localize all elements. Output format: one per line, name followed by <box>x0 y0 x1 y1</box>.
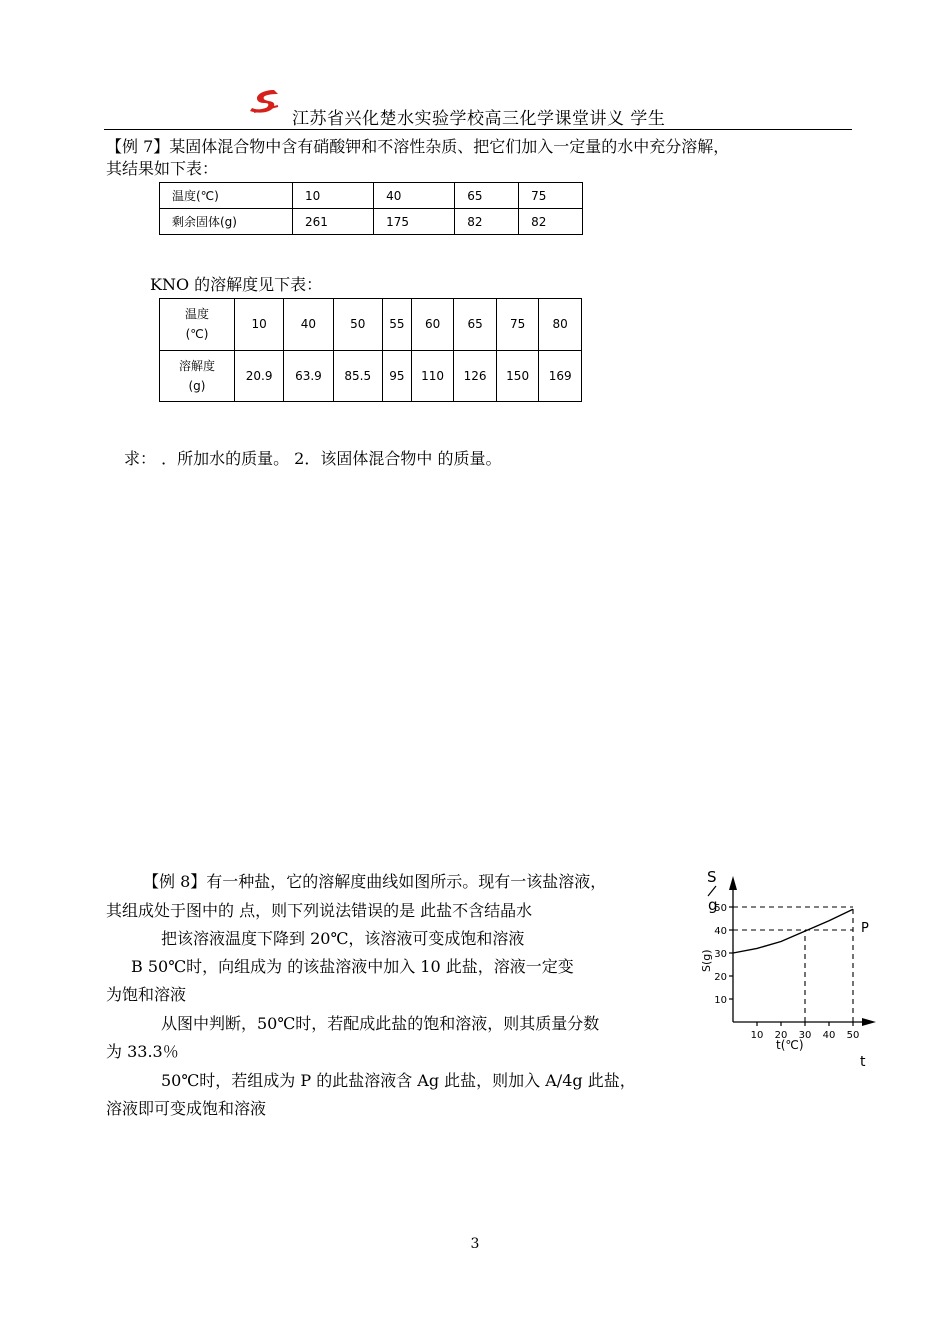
example8-line2: 其组成处于图中的 点，则下列说法错误的是 此盐不含结晶水 <box>106 901 533 920</box>
table-header-cell: 65 <box>455 183 519 209</box>
table-cell: 110 <box>411 350 454 402</box>
y-axis-label-g: g <box>708 896 718 914</box>
point-p-label: P <box>861 921 869 936</box>
table-cell: 175 <box>374 209 455 235</box>
table-header-cell: 60 <box>411 299 454 351</box>
y-tick-label: 20 <box>714 972 727 983</box>
solubility-table <box>159 298 582 402</box>
example7-line2: 其结果如下表： <box>106 159 219 178</box>
table-cell: 85.5 <box>333 350 382 402</box>
kno-caption: KNO 的溶解度见下表： <box>150 275 323 294</box>
x-tick-label: 20 <box>774 1030 788 1041</box>
table-cell: 20.9 <box>235 350 284 402</box>
table-cell: 82 <box>455 209 519 235</box>
solubility-curve <box>733 909 853 953</box>
solubility-label: 溶解度 <box>178 358 215 373</box>
table-header-cell <box>160 299 235 351</box>
solubility-unit: (g) <box>188 378 206 393</box>
table-cell: 126 <box>454 350 497 402</box>
example8-line8: 50℃时，若组成为 P 的此盐溶液含 Ag 此盐，则加入 A/4g 此盐， <box>161 1071 636 1090</box>
example7-line1: 【例 7】某固体混合物中含有硝酸钾和不溶性杂质、把它们加入一定量的水中充分溶解， <box>106 137 730 156</box>
y-axis-side-label: S(g) <box>700 949 713 972</box>
example8-line5: 为饱和溶液 <box>106 985 187 1004</box>
table-cell: 150 <box>496 350 539 402</box>
table-cell: 63.9 <box>284 350 333 402</box>
temp-unit: (℃) <box>185 327 209 342</box>
x-axis-arrow <box>862 1018 876 1026</box>
header-divider <box>104 129 852 130</box>
temp-label: 温度 <box>184 307 209 322</box>
table-header-cell: 80 <box>539 299 582 351</box>
y-tick-label: 40 <box>714 926 727 937</box>
x-tick-label: 10 <box>750 1030 764 1041</box>
table-cell: 剩余固体(g) <box>160 209 293 235</box>
example8-line6: 从图中判断，50℃时，若配成此盐的饱和溶液，则其质量分数 <box>161 1014 600 1033</box>
table-cell <box>160 350 235 402</box>
example8-line7: 为 33.3％ <box>106 1042 179 1061</box>
table-header-cell: 75 <box>519 183 583 209</box>
x-axis-label: t(℃) <box>776 1038 804 1052</box>
x-tick-label: 50 <box>846 1030 860 1041</box>
y-tick-label: 30 <box>714 949 727 960</box>
table-header-cell: 65 <box>454 299 497 351</box>
y-axis-label-slash <box>708 886 716 896</box>
table-header-cell: 75 <box>496 299 539 351</box>
x-axis-far-label: t <box>860 1054 866 1070</box>
x-tick-label: 30 <box>798 1030 812 1041</box>
y-axis-label-s: S <box>707 868 717 886</box>
y-axis-arrow <box>729 876 737 890</box>
table-header-cell: 40 <box>374 183 455 209</box>
table-header-cell: 40 <box>284 299 333 351</box>
residue-table <box>159 182 583 235</box>
solubility-chart <box>690 862 890 1074</box>
table-header-cell: 55 <box>382 299 411 351</box>
example8-line4: B 50℃时，向组成为 的该盐溶液中加入 10 此盐，溶液一定变 <box>131 957 574 976</box>
x-tick-label: 40 <box>822 1030 836 1041</box>
example7-question: 求： ．所加水的质量。 2．该固体混合物中 的质量。 <box>124 449 502 468</box>
table-cell: 261 <box>293 209 374 235</box>
table-header-cell: 50 <box>333 299 382 351</box>
example8-line3: 把该溶液温度下降到 20℃，该溶液可变成饱和溶液 <box>161 929 525 948</box>
header-title: 江苏省兴化楚水实验学校高三化学课堂讲义 学生 <box>292 109 666 129</box>
y-tick-label: 10 <box>714 995 727 1006</box>
table-cell: 82 <box>519 209 583 235</box>
table-header-cell: 10 <box>235 299 284 351</box>
table-cell: 95 <box>382 350 411 402</box>
table-header-cell: 温度(℃) <box>160 183 293 209</box>
example8-line9: 溶液即可变成饱和溶液 <box>106 1099 267 1118</box>
table-header-cell: 10 <box>293 183 374 209</box>
table-cell: 169 <box>539 350 582 402</box>
school-logo-icon <box>248 88 282 118</box>
example8-line1: 【例 8】有一种盐，它的溶解度曲线如图所示。现有一该盐溶液， <box>143 872 607 891</box>
y-tick-label: 50 <box>714 903 727 914</box>
page-number: 3 <box>470 1236 480 1252</box>
